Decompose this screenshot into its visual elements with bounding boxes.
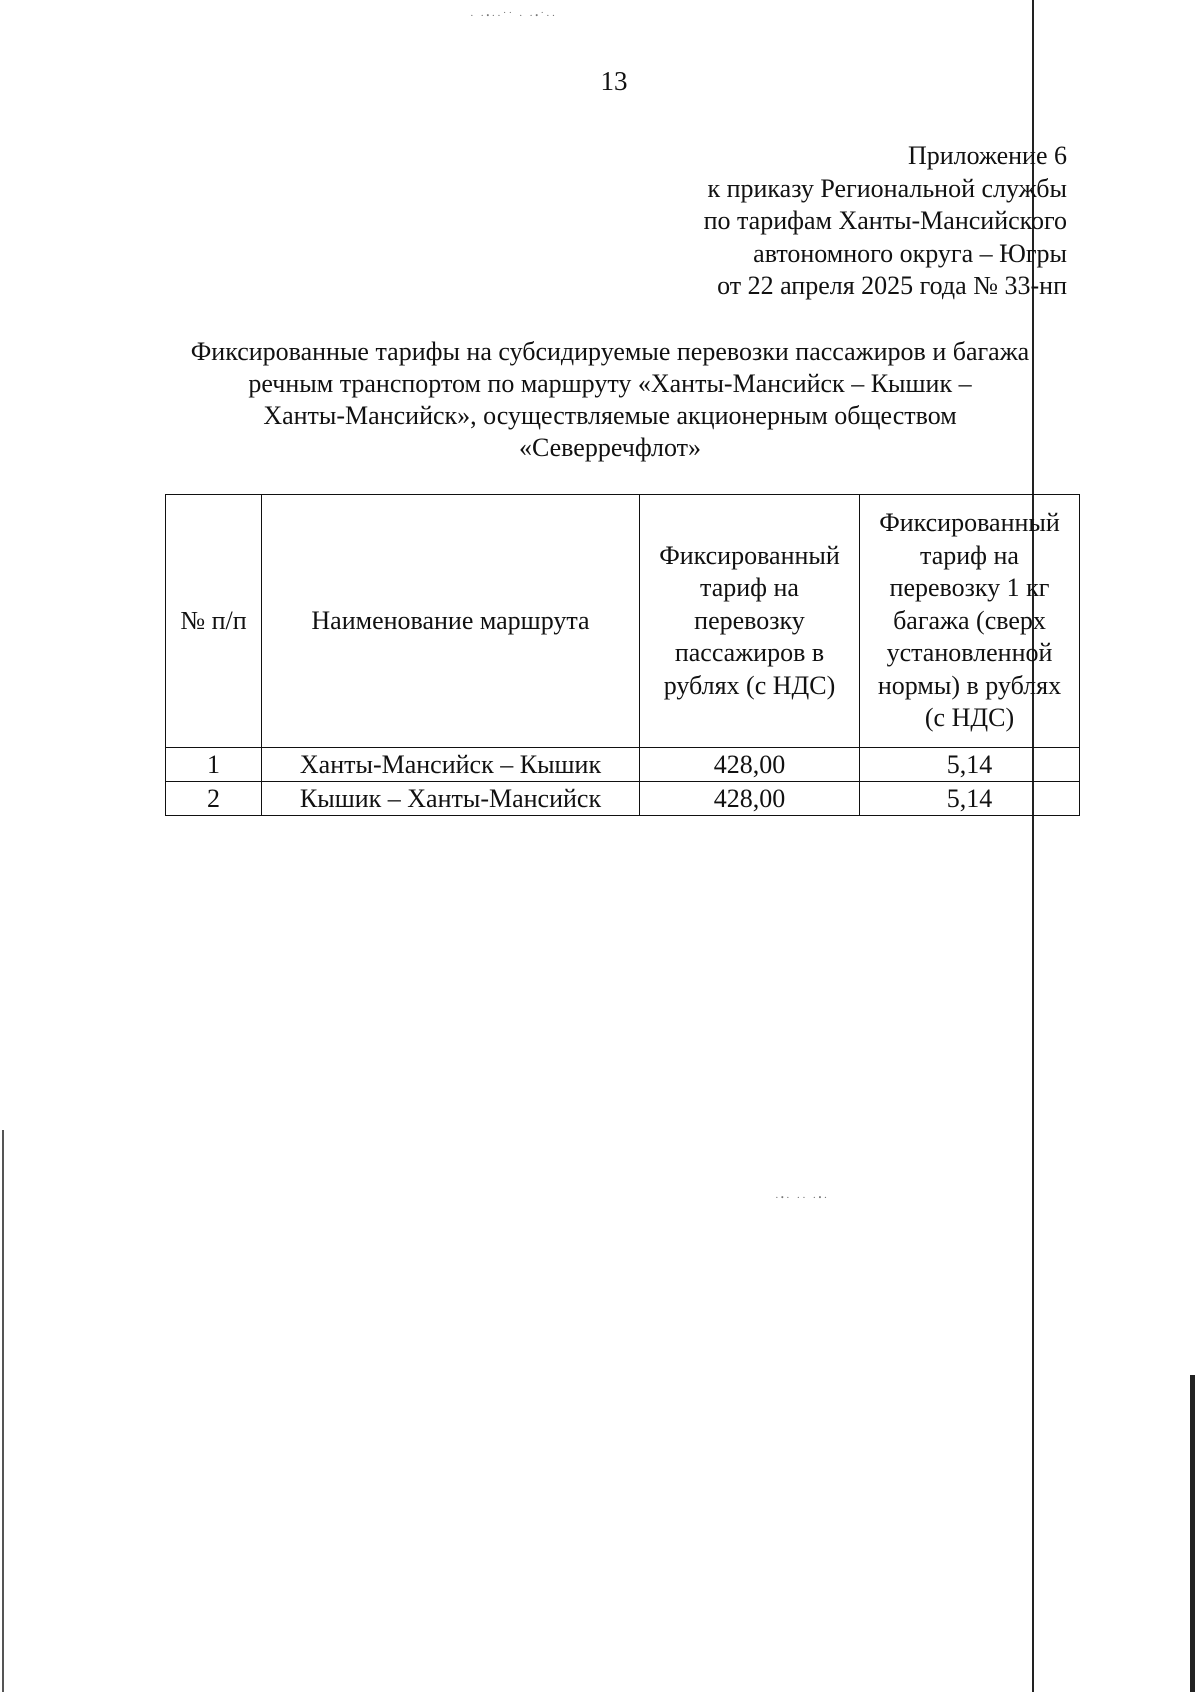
scan-artifact-edge [1190,1375,1195,1692]
appendix-line: от 22 апреля 2025 года № 33-нп [717,271,1067,300]
appendix-line: Приложение 6 [907,141,1067,170]
header-line: (с НДС) [924,703,1015,733]
title-line: «Северречфлот» [518,433,702,462]
cell-passenger-tariff: 428,00 [640,782,860,816]
scan-artifact-edge-left [2,1130,4,1692]
title-line: Фиксированные тарифы на субсидируемые перевозки пассажиров и багажа [190,337,1030,366]
title-line: речным транспортом по маршруту «Ханты-Мансийск – Кышик – [248,369,972,398]
scan-noise-bottom: ·ꞏ· ·· ·ꞏ· [775,1192,830,1204]
appendix-line: к приказу Региональной службы [707,173,1067,203]
table-row [166,748,1080,782]
header-route: Наименование маршрута [262,495,640,748]
cell-baggage-tariff: 5,14 [860,748,1080,782]
header-line: Фиксированный [879,508,1060,538]
header-line: тариф на [920,540,1019,570]
header-line: перевозку [694,605,805,635]
header-line: пассажиров в [674,638,825,668]
appendix-header [704,140,1067,303]
header-line: рублях (с НДС) [663,670,836,700]
cell-baggage-tariff: 5,14 [860,782,1080,816]
header-line: Фиксированный [659,540,840,570]
header-num: № п/п [166,495,262,748]
cell-num: 2 [166,782,262,816]
cell-num: 1 [166,748,262,782]
document-title [150,336,1070,464]
cell-passenger-tariff: 428,00 [640,748,860,782]
title-line: Ханты-Мансийск», осуществляемые акционерным обществом [263,401,957,430]
appendix-line: по тарифам Ханты-Мансийского [703,206,1067,235]
header-baggage-tariff [860,495,1080,748]
header-line: установленной [886,638,1053,668]
header-line: тариф на [700,573,799,603]
cell-route: Кышик – Ханты-Мансийск [262,782,640,816]
table-row [166,782,1080,816]
header-line: нормы) в рублях [877,670,1062,700]
tariff-table [165,494,1080,816]
cell-route: Ханты-Мансийск – Кышик [262,748,640,782]
header-line: багажа (сверх [893,605,1046,635]
header-line: перевозку 1 кг [889,573,1050,603]
appendix-line: автономного округа – Югры [753,238,1067,268]
table-header-row [166,495,1080,748]
header-passenger-tariff [640,495,860,748]
scan-noise-top: · ·ꞏ··˙˙ · ·ꞏ˙·· [470,10,558,22]
page-number: 13 [600,66,628,96]
